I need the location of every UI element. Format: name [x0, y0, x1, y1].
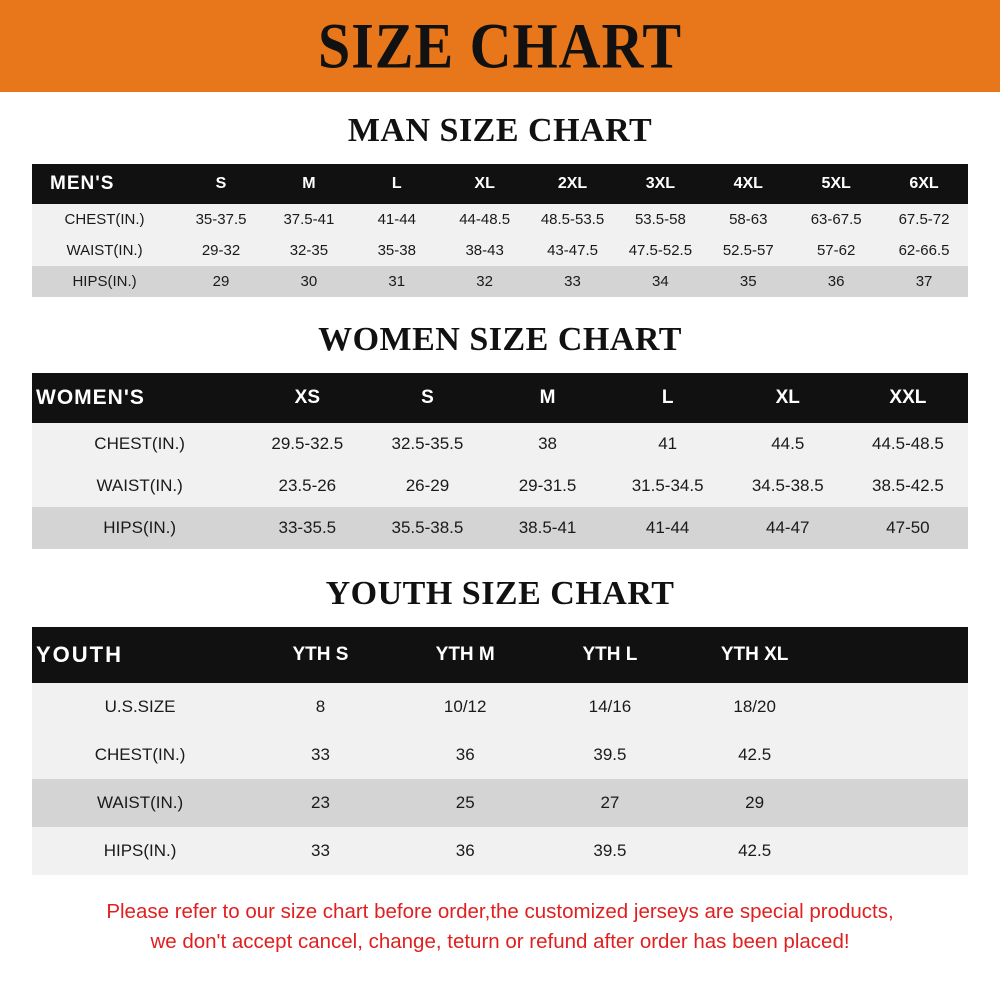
table-header-row — [32, 373, 968, 423]
man-col-5: 2XL — [529, 164, 617, 204]
cell: 38.5-42.5 — [848, 465, 968, 507]
cell: 23.5-26 — [247, 465, 367, 507]
cell: 35-38 — [353, 235, 441, 266]
row-label: CHEST(IN.) — [32, 204, 177, 235]
cell: 41-44 — [608, 507, 728, 549]
youth-col-1: YTH S — [248, 627, 393, 683]
cell: 25 — [393, 779, 538, 827]
cell: 32-35 — [265, 235, 353, 266]
man-col-2: M — [265, 164, 353, 204]
cell: 38.5-41 — [487, 507, 607, 549]
cell: 33-35.5 — [247, 507, 367, 549]
cell: 29 — [682, 779, 827, 827]
women-col-6: XXL — [848, 373, 968, 423]
cell: 44-47 — [728, 507, 848, 549]
policy-note — [0, 897, 1000, 956]
cell: 47-50 — [848, 507, 968, 549]
women-col-4: L — [608, 373, 728, 423]
cell: 62-66.5 — [880, 235, 968, 266]
cell: 37.5-41 — [265, 204, 353, 235]
man-table-head — [32, 164, 968, 204]
cell: 39.5 — [538, 731, 683, 779]
cell: 41 — [608, 423, 728, 465]
cell: 33 — [248, 731, 393, 779]
cell: 35 — [704, 266, 792, 297]
cell: 18/20 — [682, 683, 827, 731]
cell: 57-62 — [792, 235, 880, 266]
cell — [827, 683, 968, 731]
cell: 23 — [248, 779, 393, 827]
row-label: WAIST(IN.) — [32, 235, 177, 266]
man-size-table — [32, 164, 968, 297]
policy-note-line-2: we don't accept cancel, change, teturn or refund after order has been placed! — [150, 929, 850, 953]
youth-col-2: YTH M — [393, 627, 538, 683]
cell: 27 — [538, 779, 683, 827]
cell: 48.5-53.5 — [529, 204, 617, 235]
man-col-7: 4XL — [704, 164, 792, 204]
women-col-5: XL — [728, 373, 848, 423]
cell: 42.5 — [682, 827, 827, 875]
cell: 67.5-72 — [880, 204, 968, 235]
policy-note-line-1: Please refer to our size chart before order,the customized jerseys are special products, — [106, 900, 894, 923]
row-label: WAIST(IN.) — [32, 465, 247, 507]
man-table-wrap — [0, 164, 1000, 297]
cell — [827, 779, 968, 827]
cell: 29-31.5 — [487, 465, 607, 507]
cell: 44.5-48.5 — [848, 423, 968, 465]
cell: 37 — [880, 266, 968, 297]
women-table-head — [32, 373, 968, 423]
cell: 34.5-38.5 — [728, 465, 848, 507]
cell: 47.5-52.5 — [616, 235, 704, 266]
page-title: SIZE CHART — [317, 9, 683, 82]
row-label: HIPS(IN.) — [32, 507, 247, 549]
women-section-title: WOMEN SIZE CHART — [318, 321, 682, 358]
cell: 29-32 — [177, 235, 265, 266]
row-label: CHEST(IN.) — [32, 423, 247, 465]
cell: 26-29 — [367, 465, 487, 507]
table-row — [32, 683, 968, 731]
man-col-4: XL — [441, 164, 529, 204]
cell: 8 — [248, 683, 393, 731]
youth-col-5 — [827, 627, 968, 683]
cell — [827, 827, 968, 875]
man-col-3: L — [353, 164, 441, 204]
women-col-3: M — [487, 373, 607, 423]
man-col-9: 6XL — [880, 164, 968, 204]
cell: 35.5-38.5 — [367, 507, 487, 549]
cell: 38 — [487, 423, 607, 465]
cell: 34 — [616, 266, 704, 297]
youth-section-title: YOUTH SIZE CHART — [325, 575, 675, 612]
youth-size-table — [32, 627, 968, 875]
women-col-0: WOMEN'S — [32, 373, 247, 423]
table-row — [32, 465, 968, 507]
women-col-2: S — [367, 373, 487, 423]
cell: 63-67.5 — [792, 204, 880, 235]
row-label: HIPS(IN.) — [32, 827, 248, 875]
cell: 30 — [265, 266, 353, 297]
table-header-row — [32, 164, 968, 204]
cell: 52.5-57 — [704, 235, 792, 266]
man-col-0: MEN'S — [32, 164, 177, 204]
cell: 35-37.5 — [177, 204, 265, 235]
cell: 44.5 — [728, 423, 848, 465]
cell: 38-43 — [441, 235, 529, 266]
cell: 42.5 — [682, 731, 827, 779]
table-row — [32, 779, 968, 827]
youth-col-4: YTH XL — [682, 627, 827, 683]
table-header-row — [32, 627, 968, 683]
cell: 14/16 — [538, 683, 683, 731]
cell: 43-47.5 — [529, 235, 617, 266]
man-col-8: 5XL — [792, 164, 880, 204]
cell: 53.5-58 — [616, 204, 704, 235]
table-row — [32, 731, 968, 779]
cell: 32.5-35.5 — [367, 423, 487, 465]
row-label: WAIST(IN.) — [32, 779, 248, 827]
cell: 31.5-34.5 — [608, 465, 728, 507]
row-label: CHEST(IN.) — [32, 731, 248, 779]
table-row — [32, 507, 968, 549]
cell: 31 — [353, 266, 441, 297]
women-table-body — [32, 423, 968, 549]
youth-col-3: YTH L — [538, 627, 683, 683]
table-row — [32, 423, 968, 465]
cell: 33 — [248, 827, 393, 875]
cell: 39.5 — [538, 827, 683, 875]
youth-table-head — [32, 627, 968, 683]
man-col-6: 3XL — [616, 164, 704, 204]
cell: 58-63 — [704, 204, 792, 235]
youth-table-wrap — [0, 627, 1000, 875]
cell: 33 — [529, 266, 617, 297]
row-label: U.S.SIZE — [32, 683, 248, 731]
youth-col-0: YOUTH — [32, 627, 248, 683]
women-col-1: XS — [247, 373, 367, 423]
cell — [827, 731, 968, 779]
cell: 29 — [177, 266, 265, 297]
table-row — [32, 827, 968, 875]
cell: 36 — [393, 731, 538, 779]
cell: 44-48.5 — [441, 204, 529, 235]
cell: 10/12 — [393, 683, 538, 731]
women-size-table — [32, 373, 968, 549]
man-table-body — [32, 204, 968, 297]
man-col-1: S — [177, 164, 265, 204]
page-banner — [0, 0, 1000, 92]
youth-table-body — [32, 683, 968, 875]
cell: 29.5-32.5 — [247, 423, 367, 465]
table-row — [32, 266, 968, 297]
man-section-title: MAN SIZE CHART — [347, 112, 653, 149]
row-label: HIPS(IN.) — [32, 266, 177, 297]
cell: 36 — [792, 266, 880, 297]
cell: 36 — [393, 827, 538, 875]
women-table-wrap — [0, 373, 1000, 549]
cell: 41-44 — [353, 204, 441, 235]
table-row — [32, 235, 968, 266]
cell: 32 — [441, 266, 529, 297]
table-row — [32, 204, 968, 235]
